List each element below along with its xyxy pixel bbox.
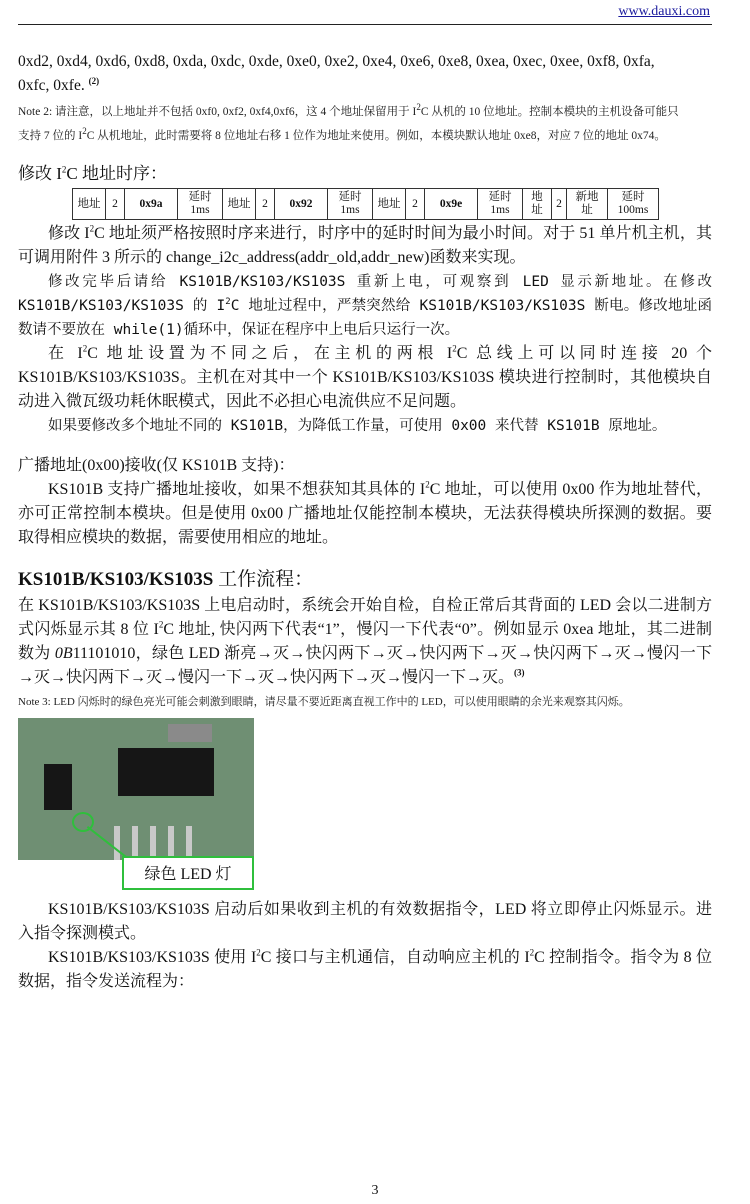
workflow-title-text-a: KS101B/KS103/KS103S — [18, 569, 214, 590]
para-3-text-a: 在 I — [48, 345, 83, 362]
page-number: 3 — [371, 1183, 379, 1198]
note-2-text-b: C 从机的 10 位地址。控制本模块的主机设备可能只 — [420, 106, 679, 118]
note-2-text-a: Note 2: 请注意，以上地址并不包括 0xf0, 0xf2, 0xf4,0xf6，这 4 个地址保留用于 I — [18, 106, 417, 118]
broadcast-title: 广播地址(0x00)接收(仅 KS101B 支持)： — [18, 457, 295, 474]
timing-cell: 0x9a — [125, 189, 178, 220]
para-3-text-c: C 总线上可以同时连接 20 个 KS101B/KS103/KS103S。主机在对其中一个 KS101B/KS103/KS103S 模块进行控制时，其他模块自动进入微瓦级功耗休眠模式，因此不必担心电流供应不足问题。 — [18, 345, 712, 410]
superscript-2: 2 — [529, 947, 535, 958]
timing-row — [73, 189, 659, 220]
superscript-2: 2 — [425, 479, 430, 490]
para-6-text-a: KS101B/KS103/KS103S 使用 I — [48, 949, 257, 966]
timing-cell: 延时 1ms — [178, 189, 223, 220]
superscript-2: 2 — [225, 297, 231, 308]
header-pin — [186, 826, 192, 860]
timing-title-text-a: 修改 I — [18, 164, 62, 183]
address-list-line-2: 0xfc, 0xfe. — [18, 77, 85, 94]
footnote-ref-3: (3) — [514, 667, 525, 678]
workflow-text-c: 11101010，绿色 LED 渐亮→灭→快闪两下→灭→快闪两下→灭→快闪两下→灭→慢闪一下→灭→快闪两下→灭→慢闪一下→灭→快闪两下→灭→慢闪一下→灭。 — [18, 645, 712, 686]
page-content — [18, 50, 712, 994]
timing-cell: 地址 — [523, 189, 552, 220]
para-6-text-c: C 控制指令。指令为 8 位数据，指令发送流程为： — [18, 949, 712, 990]
timing-cell: 2 — [406, 189, 425, 220]
address-change-timing-table — [72, 188, 659, 220]
timing-title-text-b: C 地址时序： — [66, 164, 168, 183]
note-2-text-c: 支持 7 位的 I — [18, 130, 83, 142]
workflow-text-a: 在 KS101B/KS103/KS103S 上电启动时，系统会开始自检，自检正常后其背面的 LED 会以二进制方式闪烁显示其 8 位 I — [18, 597, 712, 638]
module-photo — [18, 718, 254, 860]
paragraph-workflow — [18, 594, 712, 690]
ic-chip — [118, 748, 214, 796]
superscript-2: 2 — [158, 619, 164, 630]
paragraph-broadcast — [18, 478, 712, 550]
superscript-2: 2 — [256, 947, 261, 958]
address-list — [18, 50, 712, 98]
timing-cell: 2 — [552, 189, 567, 220]
header-pin — [132, 826, 138, 860]
superscript-2: 2 — [89, 223, 95, 234]
broadcast-text-b: C 地址，可以使用 0x00 作为地址替代，亦可正常控制本模块。但是使用 0x00 广播地址仅能控制本模块，无法获得模块所探测的数据。要取得相应模块的数据，需要使用相应的地址。 — [18, 481, 712, 546]
timing-cell: 2 — [106, 189, 125, 220]
superscript-2: 2 — [452, 343, 457, 354]
workflow-title — [18, 566, 712, 594]
superscript-2: 2 — [82, 126, 87, 137]
timing-cell: 地址 — [223, 189, 256, 220]
paragraph-multi-device — [18, 342, 712, 414]
header-pin — [114, 826, 120, 860]
para-2-text-b: C 地址过程中，严禁突然给 KS101B/KS103/KS103S 断电。修改地址函数请不要放在 while(1)循环中，保证在程序中上电后只运行一次。 — [18, 298, 712, 338]
led-callout-label: 绿色 LED 灯 — [122, 856, 254, 890]
timing-cell: 0x9e — [425, 189, 478, 220]
paragraph-i2c-command — [18, 946, 712, 994]
paragraph-led-stop: KS101B/KS103/KS103S 启动后如果收到主机的有效数据指令，LED 将立即停止闪烁显示。进入指令探测模式。 — [18, 901, 712, 942]
note-3: Note 3: LED 闪烁时的绿色亮光可能会刺激到眼睛，请尽量不要近距离直视工作中的 LED，可以使用眼睛的余光来观察其闪烁。 — [18, 696, 630, 708]
paragraph-power-cycle — [18, 270, 712, 342]
ic-chip — [168, 724, 212, 742]
header-pin — [150, 826, 156, 860]
para-1-text-b: C 地址须严格按照时序来进行，时序中的延时时间为最小时间。对于 51 单片机主机，其可调用附件 3 所示的 change_i2c_address(addr_old,addr_new)函数来实现。 — [18, 225, 712, 266]
superscript-2: 2 — [61, 164, 67, 175]
timing-cell: 延时 100ms — [608, 189, 659, 220]
header-divider — [18, 24, 712, 25]
timing-cell: 地址 — [73, 189, 106, 220]
note-2 — [18, 100, 712, 148]
workflow-title-text-b: 工作流程： — [213, 569, 314, 590]
workflow-text-b: C 地址, 快闪两下代表“1”，慢闪一下代表“0”。例如显示 0xea 地址，其二进制数为 — [18, 621, 712, 662]
timing-cell: 延时 1ms — [478, 189, 523, 220]
paragraph-timing-note — [18, 222, 712, 270]
footnote-ref-2: (2) — [88, 75, 100, 86]
paragraph-0x00-replace: 如果要修改多个地址不同的 KS101B，为降低工作量，可使用 0x00 来代替 KS101B 原地址。 — [48, 418, 667, 434]
header-pin — [168, 826, 174, 860]
ic-chip — [44, 764, 72, 810]
para-6-text-b: C 接口与主机通信，自动响应主机的 I — [260, 949, 530, 966]
timing-cell: 新地址 — [567, 189, 608, 220]
timing-cell: 地址 — [373, 189, 406, 220]
binary-prefix: 0B — [54, 645, 73, 662]
timing-cell: 延时 1ms — [328, 189, 373, 220]
para-3-text-b: C 地址设置为不同之后，在主机的两根 I — [87, 345, 453, 362]
superscript-2: 2 — [82, 343, 88, 354]
para-1-text-a: 修改 I — [48, 225, 90, 242]
module-photo-figure — [18, 718, 278, 892]
para-2-text-a: 修改完毕后请给 KS101B/KS103/KS103S 重新上电，可观察到 LED 显示新地址。在修改 KS101B/KS103/KS103S 的 I — [18, 274, 712, 314]
broadcast-text-a: KS101B 支持广播地址接收，如果不想获知其具体的 I — [48, 481, 426, 498]
timing-title — [18, 162, 712, 186]
header-website-link[interactable]: www.dauxi.com — [618, 4, 710, 19]
timing-cell: 0x92 — [275, 189, 328, 220]
timing-cell: 2 — [256, 189, 275, 220]
address-list-line-1: 0xd2, 0xd4, 0xd6, 0xd8, 0xda, 0xdc, 0xde, 0xe0, 0xe2, 0xe4, 0xe6, 0xe8, 0xea, 0xec, 0xee, 0xf8, 0xfa, — [18, 53, 655, 70]
note-2-text-d: C 从机地址，此时需要将 8 位地址右移 1 位作为地址来使用。例如，本模块默认地址 0xe8，对应 7 位的地址 0x74。 — [86, 130, 666, 142]
superscript-2: 2 — [416, 102, 421, 113]
